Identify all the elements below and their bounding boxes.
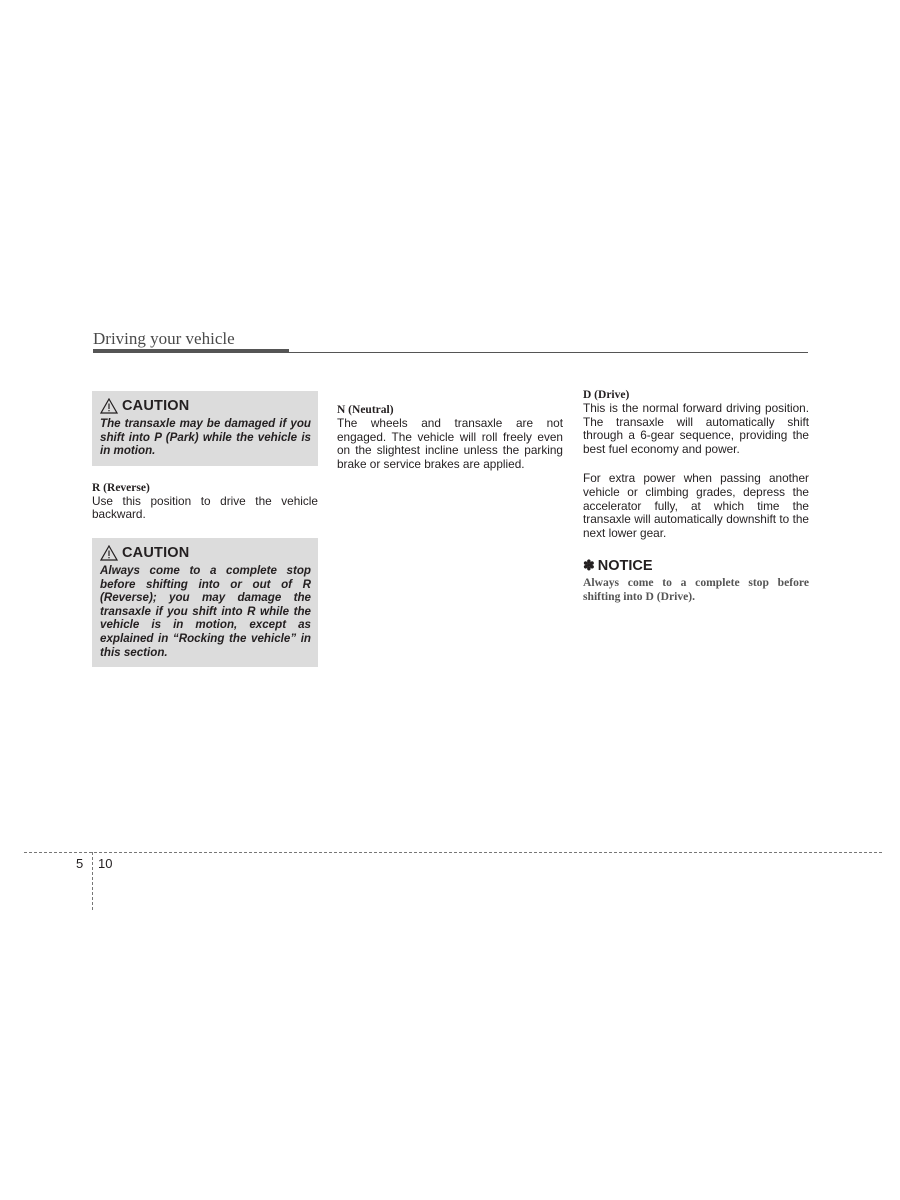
caution-header (100, 545, 311, 561)
footer-divider (24, 852, 882, 853)
caution-title: CAUTION (122, 398, 190, 414)
column-3 (583, 389, 809, 604)
chapter-number: 5 (76, 856, 84, 871)
caution-box-reverse (92, 538, 318, 667)
drive-body-1: This is the normal forward driving position. The transaxle will automatically shift through a 6-gear sequence, providing the best fuel economy and power. (583, 401, 809, 456)
notice-star-icon: ✽ (583, 557, 595, 574)
warning-triangle-icon (100, 545, 118, 561)
section-title: Driving your vehicle (93, 329, 235, 348)
caution-header (100, 398, 311, 414)
header-rule-accent (93, 349, 289, 353)
column-2 (337, 404, 563, 471)
page-number: 10 (98, 856, 113, 871)
caution-box-park (92, 391, 318, 466)
caution-text: The transaxle may be damaged if you shift into P (Park) while the vehicle is in motion. (100, 417, 311, 458)
notice-header (583, 557, 809, 574)
column-1 (92, 391, 318, 667)
notice-title: NOTICE (597, 557, 653, 574)
footer-divider-vertical (92, 852, 93, 910)
neutral-body: The wheels and transaxle are not engaged. The vehicle will roll freely even on the slightest incline unless the parking brake or service brakes are applied. (337, 416, 563, 471)
caution-title: CAUTION (122, 544, 190, 561)
caution-text: Always come to a complete stop before shifting into or out of R (Reverse); you may damage the transaxle if you shift into R while the vehicle is in motion, except as explained in “Rocking the vehicle” in this section. (100, 563, 311, 659)
drive-heading: D (Drive) (583, 389, 630, 401)
warning-triangle-icon (100, 398, 118, 414)
reverse-heading: R (Reverse) (92, 481, 150, 494)
drive-body-2: For extra power when passing another vehicle or climbing grades, depress the accelerator fully, at which time the transaxle will automatically downshift to the next lower gear. (583, 471, 809, 540)
neutral-heading: N (Neutral) (337, 404, 394, 416)
notice-text: Always come to a complete stop before shifting into D (Drive). (583, 576, 809, 603)
reverse-body: Use this position to drive the vehicle backward. (92, 493, 318, 522)
